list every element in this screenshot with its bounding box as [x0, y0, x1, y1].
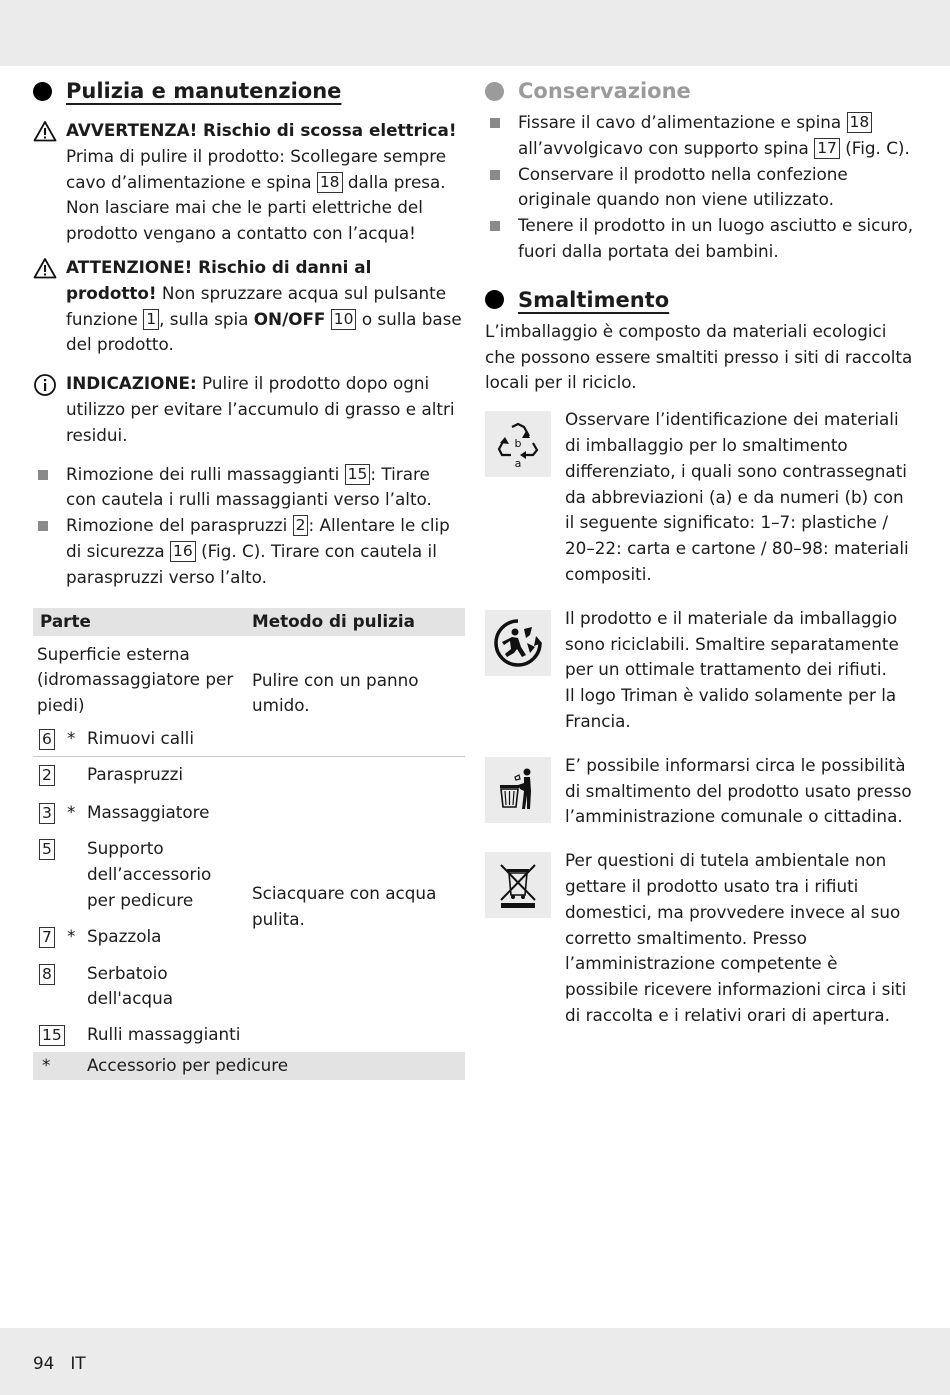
svg-text:a: a — [514, 457, 522, 470]
ref-box: 15 — [39, 1025, 65, 1046]
ref-box: 18 — [847, 112, 873, 133]
cleaning-bullet-list — [33, 462, 465, 591]
list-item: Rimozione dei rulli massaggianti 15 : Tirare con cautela i rulli massaggianti verso l’alto. — [33, 462, 465, 514]
ref-box: 17 — [814, 138, 840, 159]
ref-box: 8 — [39, 964, 55, 985]
table-cell-method: Pulire con un panno umido. — [252, 669, 419, 716]
disposal-item-text: E’ possibile informarsi circa le possibilità di smaltimento del prodotto usato presso l’amministrazione comunale o cittadina. — [565, 754, 912, 827]
section-heading-storage: Conservazione — [485, 76, 915, 106]
bullet-dot — [485, 290, 504, 309]
bullet-dot — [485, 82, 504, 101]
disposal-item-text: Osservare l’identificazione dei materiali di imballaggio per lo smaltimento differenziato, i quali sono contrassegnati da abbreviazioni (a) e da numeri (b) con il seguente significato: 1–7: plastiche / 20–22: carta e cartone / 80–98: materiali compositi. — [565, 409, 909, 584]
table-row: 3 * Massaggiatore — [33, 800, 233, 826]
table-row: 7 * Spazzola — [33, 924, 233, 950]
disposal-item-triman — [485, 606, 915, 735]
ref-box: 1 — [143, 309, 159, 330]
table-row: 15 Rulli massaggianti — [33, 1022, 267, 1048]
warning-electric-shock: AVVERTENZA! Rischio di scossa elettrica! Prima di pulire il prodotto: Scollegare sempre cavo d’alimentazione e spina 18 dalla presa. Non lasciare mai che le parti elettriche del prodotto vengano a contatto con l’acqua! — [33, 118, 465, 247]
left-column — [33, 74, 465, 1080]
ref-box: 18 — [317, 172, 343, 193]
ref-box: 3 — [39, 803, 55, 824]
triman-logo-icon — [485, 610, 551, 676]
page-footer — [0, 1328, 950, 1395]
waste-bin-person-icon — [485, 757, 551, 823]
disposal-item-municipal — [485, 753, 915, 830]
section-heading-cleaning: Pulizia e manutenzione — [33, 76, 465, 106]
table-row: 6 * Rimuovi calli — [33, 726, 465, 752]
note-indication: INDICAZIONE: Pulire il prodotto dopo ogni utilizzo per evitare l’accumulo di grasso e altri residui. — [33, 371, 465, 448]
table-group-rinse — [33, 757, 465, 1052]
info-circle-icon — [33, 373, 57, 397]
list-item: Conservare il prodotto nella confezione originale quando non viene utilizzato. — [485, 162, 915, 214]
recycling-code-icon — [485, 411, 551, 477]
top-bar — [0, 0, 950, 66]
storage-bullet-list — [485, 110, 915, 265]
section-heading-disposal: Smaltimento — [485, 285, 915, 315]
language-code: IT — [70, 1353, 86, 1373]
table-row: 5 Supporto dell’accessorio per pedicure — [33, 836, 242, 913]
cleaning-table — [33, 608, 465, 1080]
page-number: 94 IT — [33, 1353, 86, 1373]
bullet-dot — [33, 82, 52, 101]
disposal-item-text: Il prodotto e il materiale da imballaggio sono riciclabili. Smaltire separatamente per un ottimale trattamento dei rifiuti. Il logo Triman è valido solamente per la Francia. — [565, 607, 899, 731]
right-column — [485, 74, 915, 1029]
ref-box: 2 — [39, 765, 55, 786]
ref-box: 6 — [39, 729, 55, 750]
warning-product-damage: ATTENZIONE! Rischio di danni al prodotto! Non spruzzare acqua sul pulsante funzione 1 , sulla spia ON/OFF 10 o sulla base del prodotto. — [33, 255, 465, 358]
disposal-intro: L’imballaggio è composto da materiali ecologici che possono essere smaltiti presso i siti di raccolta locali per il riciclo. — [485, 320, 913, 393]
table-row: 2 Paraspruzzi — [33, 762, 233, 788]
table-footnote: * Accessorio per pedicure — [33, 1052, 465, 1080]
disposal-item-weee — [485, 848, 915, 1029]
disposal-item-text: Per questioni di tutela ambientale non gettare il prodotto usato tra i rifiuti domestici, ma provvedere invece al suo corretto smaltimento. Presso l’amministrazione competente è possibile ricevere informazioni circa i siti di raccolta e i relativi orari di apertura. — [565, 850, 907, 1025]
table-cell-method: Sciacquare con acqua pulita. — [252, 882, 437, 929]
table-group-exterior — [33, 636, 465, 757]
table-row: 8 Serbatoio dell'acqua — [33, 961, 207, 1013]
ref-box: 5 — [39, 839, 55, 860]
warning-triangle-icon — [33, 257, 57, 279]
table-header: Parte Metodo di pulizia — [33, 608, 465, 636]
ref-box: 2 — [293, 515, 309, 536]
ref-box: 7 — [39, 927, 55, 948]
list-item: Rimozione del paraspruzzi 2 : Allentare le clip di sicurezza 16 (Fig. C). Tirare con cautela il paraspruzzi verso l’alto. — [33, 513, 465, 590]
warning-triangle-icon — [33, 120, 57, 142]
ref-box: 10 — [331, 309, 357, 330]
crossed-bin-weee-icon — [485, 852, 551, 918]
ref-box: 16 — [170, 541, 196, 562]
svg-text:b: b — [514, 437, 522, 451]
table-cell: Superficie esterna (idromassaggiatore per piedi) — [37, 643, 234, 716]
list-item: Fissare il cavo d’alimentazione e spina 18 all’avvolgicavo con supporto spina 17 (Fig. C). — [485, 110, 915, 162]
ref-box: 15 — [345, 464, 371, 485]
list-item: Tenere il prodotto in un luogo asciutto e sicuro, fuori dalla portata dei bambini. — [485, 213, 915, 265]
disposal-item-recycling-codes — [485, 407, 915, 588]
